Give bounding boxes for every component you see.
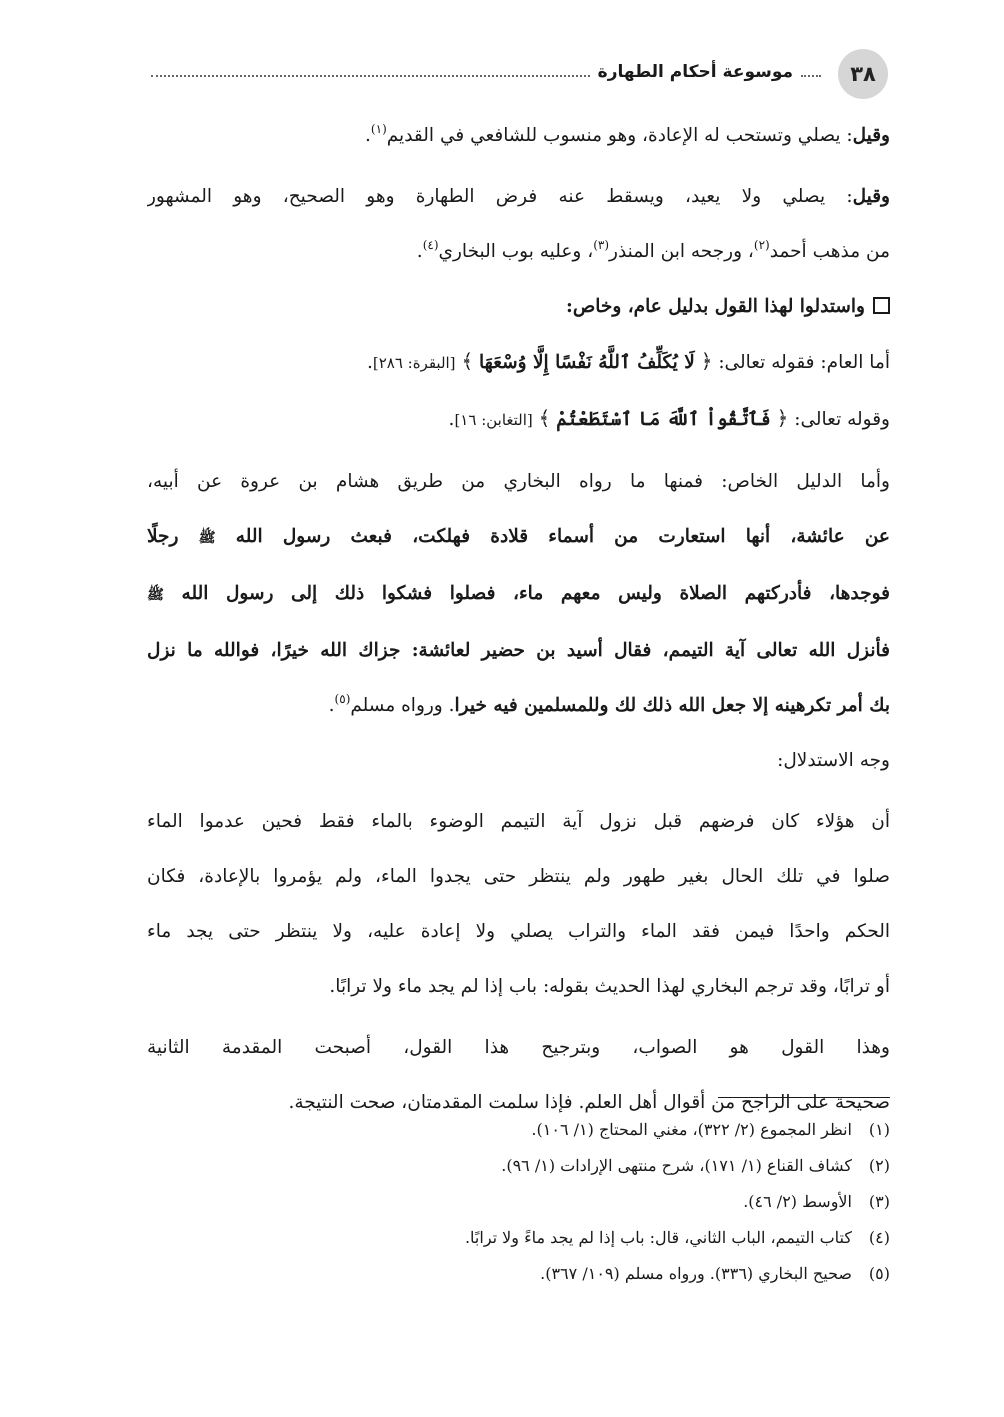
header-dots-left (151, 75, 590, 77)
footnote-ref-1[interactable]: (١) (370, 122, 387, 136)
paragraph-text: من مذهب أحمد (769, 241, 890, 262)
paragraph-7-line-2: صلوا في تلك الحال بغير طهور ولم ينتظر حتى يجدوا الماء، ولم يؤمروا بالإعادة، فكان (147, 866, 890, 887)
footnote-number: (٣) (868, 1192, 890, 1211)
header-dots-right (801, 75, 821, 77)
ayah-open-bracket: ﴿ (776, 406, 789, 430)
paragraph-2-line-1 (147, 169, 890, 224)
footnote-item (147, 1184, 890, 1220)
paragraph-3-line (147, 334, 890, 391)
paragraph-5-line-4: فأنزل الله تعالى آية التيمم، فقال أسيد بن حضير لعائشة: جزاك الله خيرًا، فوالله ما نزل (147, 640, 890, 661)
footnote-ref-3[interactable]: (٣) (593, 238, 610, 252)
paragraph-2 (147, 169, 890, 279)
paragraph-7-line-3: الحكم واحدًا فيمن فقد الماء والتراب يصلي ولا إعادة عليه، ولا ينتظر حتى يجد ماء (147, 921, 890, 942)
lead-word: وقيل (852, 186, 890, 207)
salutation-symbol: ﷺ (147, 587, 164, 603)
hadith-text: بك أمر تكرهينه إلا جعل الله ذلك لك وللمسلمين فيه خيرا (454, 695, 890, 716)
footnote-ref-5[interactable]: (٥) (334, 692, 351, 706)
paragraph-2-line-2 (147, 224, 890, 279)
quran-verse: فَٱتَّقُواْ ٱللَّهَ مَا ٱسْتَطَعْتُمْ (556, 409, 771, 430)
footnote-separator (718, 1097, 890, 1098)
book-title: موسوعة أحكام الطهارة (597, 62, 793, 82)
footnote-number: (١) (868, 1120, 890, 1139)
paragraph-text: ، ورجحه ابن المنذر (609, 241, 754, 262)
footnote-item (147, 1256, 890, 1292)
hadith-text: عن عائشة، أنها استعارت من أسماء قلادة فهلكت، فبعث رسول الله (235, 526, 890, 547)
paragraph-3 (147, 334, 890, 391)
paragraph-8-line-1: وهذا القول هو الصواب، وبترجيح هذا القول، أصبحت المقدمة الثانية (147, 1037, 890, 1058)
lead-word: وقيل (852, 125, 890, 146)
paragraph-7 (147, 794, 890, 1014)
footnote-number: (٥) (868, 1264, 890, 1283)
page-header (0, 0, 1004, 100)
paragraph-5-line-2 (147, 509, 890, 566)
paragraph-1 (147, 108, 890, 163)
paragraph-end: . (365, 125, 371, 146)
paragraph-text: . ورواه مسلم (350, 695, 455, 716)
ayah-close-bracket: ﴾ (461, 349, 474, 373)
paragraph-6 (147, 733, 890, 788)
footnote-text: كتاب التيمم، الباب الثاني، قال: باب إذا لم يجد ماءً ولا ترابًا. (464, 1228, 852, 1247)
footnote-item (147, 1112, 890, 1148)
paragraph-6-line: وجه الاستدلال: (777, 750, 890, 771)
paragraph-4 (147, 391, 890, 448)
footnotes (147, 1112, 890, 1292)
ayah-open-bracket: ﴿ (700, 349, 713, 373)
paragraph-end: . (328, 695, 335, 716)
paragraph-5-line-1: وأما الدليل الخاص: فمنها ما رواه البخاري من طريق هشام بن عروة عن أبيه، (147, 471, 890, 492)
hadith-text: فوجدها، فأدركتهم الصلاة وليس معهم ماء، فصلوا فشكوا ذلك إلى رسول الله (181, 583, 890, 604)
paragraph-end: . (448, 409, 455, 430)
paragraph-4-line (147, 391, 890, 448)
footnote-number: (٢) (868, 1156, 890, 1175)
verse-reference: [التغابن: ١٦] (454, 411, 533, 429)
paragraph-8-line-2: صحيحة على الراجح من أقوال أهل العلم. فإذا سلمت المقدمتان، صحت النتيجة. (288, 1092, 890, 1113)
paragraph-text: أما العام: فقوله تعالى: (718, 352, 890, 373)
verse-reference: [البقرة: ٢٨٦] (372, 354, 456, 372)
quran-verse: لَا يُكَلِّفُ ٱللَّهُ نَفْسًا إِلَّا وُسْعَهَا (479, 352, 695, 373)
ayah-close-bracket: ﴾ (538, 406, 551, 430)
paragraph-5 (147, 454, 890, 733)
paragraph-text: وقوله تعالى: (794, 409, 890, 430)
paragraph-text: : يصلي ولا يعيد، ويسقط عنه فرض الطهارة وهو الصحيح، وهو المشهور (147, 186, 853, 207)
footnote-ref-2[interactable]: (٢) (753, 238, 770, 252)
footnote-text: انظر المجموع (٢/ ٣٢٢)، مغني المحتاج (١/ ١٠٦). (531, 1120, 852, 1139)
paragraph-end: . (416, 241, 423, 262)
paragraph-7-line-4: أو ترابًا، وقد ترجم البخاري لهذا الحديث بقوله: باب إذا لم يجد ماء ولا ترابًا. (329, 976, 890, 997)
footnote-text: الأوسط (٢/ ٤٦). (743, 1192, 852, 1211)
footnote-number: (٤) (868, 1228, 890, 1247)
footnote-ref-4[interactable]: (٤) (422, 238, 439, 252)
page-number: ٣٨ (838, 49, 888, 99)
footnote-item (147, 1220, 890, 1256)
salutation-symbol: ﷺ (198, 530, 216, 546)
running-title (151, 57, 821, 87)
section-heading (147, 279, 890, 334)
paragraph-5-line-3 (147, 566, 890, 623)
footnote-text: صحيح البخاري (٣٣٦). ورواه مسلم (١٠٩/ ٣٦٧). (540, 1264, 852, 1283)
footnote-item (147, 1148, 890, 1184)
heading-text: واستدلوا لهذا القول بدليل عام، وخاص: (566, 296, 865, 317)
paragraph-5-line-5 (147, 678, 890, 733)
paragraph-text: ، وعليه بوب البخاري (438, 241, 594, 262)
page-body (147, 108, 890, 1113)
hadith-text: رجلًا (147, 526, 179, 547)
heading-line (147, 279, 890, 334)
paragraph-1-line (147, 108, 890, 163)
checkbox-square-icon (873, 297, 890, 314)
paragraph-7-line-1: أن هؤلاء كان فرضهم قبل نزول آية التيمم الوضوء بالماء فقط فحين عدموا الماء (147, 811, 890, 832)
footnote-text: كشاف القناع (١/ ١٧١)، شرح منتهى الإرادات (١/ ٩٦). (501, 1156, 852, 1175)
paragraph-end: . (366, 352, 373, 373)
paragraph-text: : يصلي وتستحب له الإعادة، وهو منسوب للشافعي في القديم (386, 125, 853, 146)
